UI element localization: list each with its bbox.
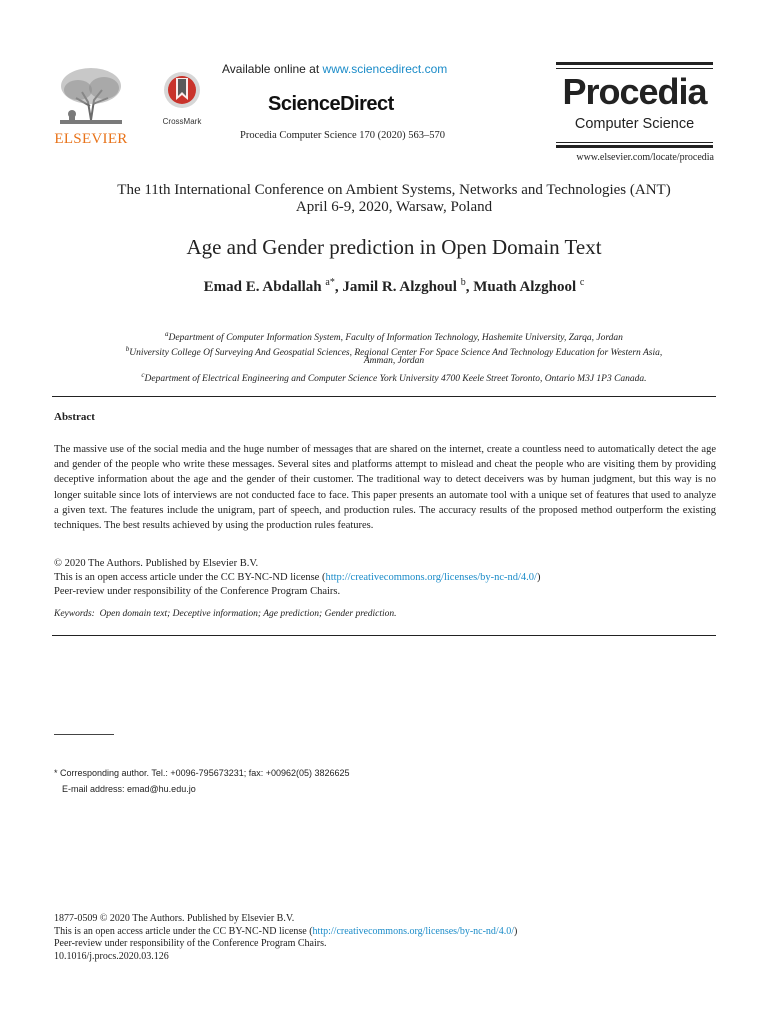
crossmark-icon — [162, 70, 202, 110]
procedia-journal-logo — [556, 62, 713, 146]
sciencedirect-link[interactable]: www.sciencedirect.com — [322, 62, 448, 76]
abstract-license — [54, 571, 716, 585]
author-sup: c — [579, 277, 585, 288]
license-prefix: This is an open access article under the CC BY-NC-ND license ( — [54, 572, 326, 583]
paper-title: Age and Gender prediction in Open Domain Text — [186, 235, 602, 259]
affiliation-text: Amman, Jordan — [363, 356, 425, 366]
journal-citation: Procedia Computer Science 170 (2020) 563–570 — [240, 130, 445, 141]
keywords-list: Open domain text; Deceptive information; Age prediction; Gender prediction. — [99, 609, 397, 619]
author-name: Jamil R. Alzghoul — [342, 279, 457, 295]
footer-issn: 1877-0509 © 2020 The Authors. Published by Elsevier B.V. — [54, 913, 295, 924]
affiliation-c — [40, 369, 748, 385]
affiliation-a — [40, 328, 748, 344]
divider — [52, 396, 716, 397]
procedia-subtitle: Computer Science — [574, 116, 695, 132]
keywords-label: Keywords: — [54, 609, 95, 619]
footer-license — [54, 926, 716, 939]
license-suffix: ) — [513, 925, 518, 937]
crossmark-badge[interactable] — [160, 70, 204, 126]
affiliation-sup: b — [125, 345, 130, 353]
affiliation-sup: a — [165, 330, 169, 338]
available-online — [222, 62, 447, 76]
author-sup: a* — [325, 277, 335, 288]
footer-doi[interactable]: 10.1016/j.procs.2020.03.126 — [54, 950, 169, 962]
crossmark-label: CrossMark — [162, 117, 202, 126]
affiliation-text: Department of Computer Information System, Faculty of Information Technology, Hashemite University, Zarqa, Jordan — [168, 333, 623, 344]
author-list: Emad E. Abdallah $^{a*}$, Jamil R. Alzghoul $^b$, Muath Alzghool $^c$ — [203, 277, 585, 295]
license-prefix: This is an open access article under the CC BY-NC-ND license ( — [54, 925, 313, 937]
abstract-body: The massive use of the social media and the huge number of messages that are shared on the internet, create a countless need to automatically detect the age and gender of the people who write these messages. Several sites and platforms attempt to mislead and cheat the people who are visiting them by providing deceptive information about the age and the gender of their customer. The traditional way to detect deceivers was by human judgment, but this way is no longer suitable since lots of interviews are not conducted face to face. This paper presents an automate tool with a unique set of features that used to analyze a given text. The features include the unigram, part of speech, and production rules. The accuracy results of the proposed method outperform the existing techniques. The best results achieved by using the production rules features. — [54, 444, 716, 532]
affiliation-b-cont — [40, 355, 748, 367]
abstract-peer-review: Peer-review under responsibility of the Conference Program Chairs. — [54, 586, 341, 597]
corresponding-author: * Corresponding author. Tel.: +0096-795673231; fax: +00962(05) 3826625 — [54, 768, 350, 778]
procedia-title: Procedia — [562, 71, 707, 112]
divider — [52, 635, 716, 636]
abstract-copyright: © 2020 The Authors. Published by Elsevier B.V. — [54, 558, 259, 569]
author-sup: b — [460, 277, 466, 288]
affiliation-sup: c — [141, 371, 145, 379]
author-name: Muath Alzghool — [473, 279, 577, 295]
license-link[interactable]: http://creativecommons.org/licenses/by-nc-nd/4.0/ — [325, 572, 537, 583]
conference-info — [40, 182, 748, 216]
sciencedirect-wordmark: ScienceDirect — [268, 93, 394, 115]
abstract-heading: Abstract — [54, 411, 95, 423]
email-address: E-mail address: emad@hu.edu.jo — [62, 784, 196, 794]
author-name: Emad E. Abdallah — [203, 279, 322, 295]
conference-line-1: The 11th International Conference on Ambient Systems, Networks and Technologies (ANT) — [117, 182, 671, 198]
footnote-rule — [54, 734, 114, 735]
conference-line-2: April 6-9, 2020, Warsaw, Poland — [295, 199, 493, 215]
available-prefix: Available online at — [222, 62, 323, 76]
journal-url[interactable]: www.elsevier.com/locate/procedia — [576, 152, 714, 163]
affiliation-text: University College Of Surveying And Geospatial Sciences, Regional Center For Space Science And Technology Education for Western Asia, — [129, 348, 663, 359]
affiliation-text: Department of Electrical Engineering and Computer Science York University 4700 Keele Street Toronto, Ontario M3J 1P3 Canada. — [144, 374, 647, 385]
elsevier-wordmark: ELSEVIER — [54, 131, 128, 147]
page-footer — [54, 913, 716, 963]
footer-peer-review: Peer-review under responsibility of the Conference Program Chairs. — [54, 938, 327, 949]
keywords — [54, 609, 716, 619]
license-suffix: ) — [536, 572, 541, 583]
license-link[interactable]: http://creativecommons.org/licenses/by-nc-nd/4.0/ — [312, 925, 514, 937]
